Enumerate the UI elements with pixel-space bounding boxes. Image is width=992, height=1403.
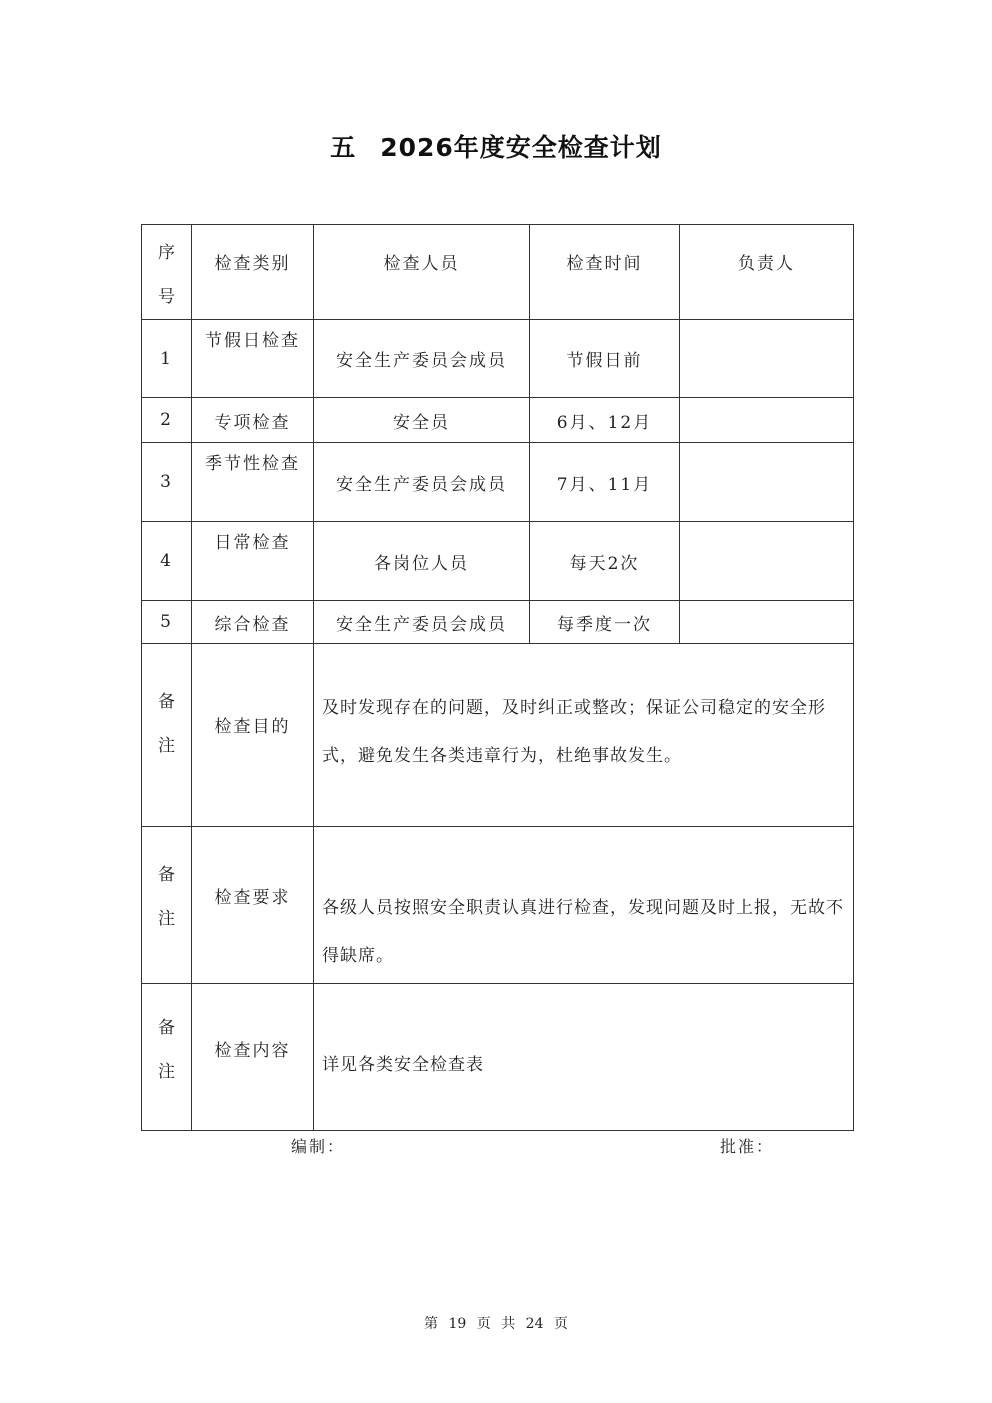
header-index: 序号 (142, 225, 192, 320)
row-owner (680, 601, 854, 644)
header-inspectors: 检查人员 (314, 225, 530, 320)
note-content: 及时发现存在的问题，及时纠正或整改；保证公司稳定的安全形式，避免发生各类违章行为，杜绝事故发生。 (314, 644, 854, 827)
title-text: 2026年度安全检查计划 (380, 133, 662, 162)
row-inspectors: 安全生产委员会成员 (314, 443, 530, 522)
row-owner (680, 443, 854, 522)
row-time: 节假日前 (530, 320, 680, 398)
note-content: 详见各类安全检查表 (314, 984, 854, 1131)
table-row (142, 443, 854, 522)
note-label: 备注 (142, 984, 192, 1131)
note-row-requirements (142, 827, 854, 984)
table-row (142, 522, 854, 601)
page-number: 第 19 页 共 24 页 (424, 1316, 568, 1332)
row-category: 节假日检查 (192, 320, 314, 398)
header-row (142, 225, 854, 320)
row-inspectors: 安全生产委员会成员 (314, 320, 530, 398)
table-row (142, 398, 854, 443)
row-inspectors: 安全员 (314, 398, 530, 443)
note-row-content (142, 984, 854, 1131)
row-time: 每季度一次 (530, 601, 680, 644)
inspection-plan-table (141, 224, 854, 1131)
row-category: 季节性检查 (192, 443, 314, 522)
row-category: 综合检查 (192, 601, 314, 644)
header-category: 检查类别 (192, 225, 314, 320)
prepared-by-label: 编制： (291, 1137, 346, 1156)
row-inspectors: 安全生产委员会成员 (314, 601, 530, 644)
row-time: 6月、12月 (530, 398, 680, 443)
row-index: 1 (142, 320, 192, 398)
row-index: 4 (142, 522, 192, 601)
row-owner (680, 398, 854, 443)
row-inspectors: 各岗位人员 (314, 522, 530, 601)
row-category: 专项检查 (192, 398, 314, 443)
note-label: 备注 (142, 644, 192, 827)
header-owner: 负责人 (680, 225, 854, 320)
row-owner (680, 522, 854, 601)
note-label: 备注 (142, 827, 192, 984)
header-time: 检查时间 (530, 225, 680, 320)
row-index: 3 (142, 443, 192, 522)
note-category: 检查要求 (192, 827, 314, 984)
row-index: 5 (142, 601, 192, 644)
section-number: 五 (330, 133, 357, 162)
note-category: 检查目的 (192, 644, 314, 827)
row-category: 日常检查 (192, 522, 314, 601)
row-time: 7月、11月 (530, 443, 680, 522)
row-owner (680, 320, 854, 398)
note-category: 检查内容 (192, 984, 314, 1131)
row-time: 每天2次 (530, 522, 680, 601)
row-index: 2 (142, 398, 192, 443)
table-row (142, 320, 854, 398)
table-row (142, 601, 854, 644)
page-title (0, 128, 992, 164)
note-row-purpose (142, 644, 854, 827)
note-content: 各级人员按照安全职责认真进行检查，发现问题及时上报，无故不得缺席。 (314, 827, 854, 984)
approved-by-label: 批准： (720, 1137, 775, 1156)
